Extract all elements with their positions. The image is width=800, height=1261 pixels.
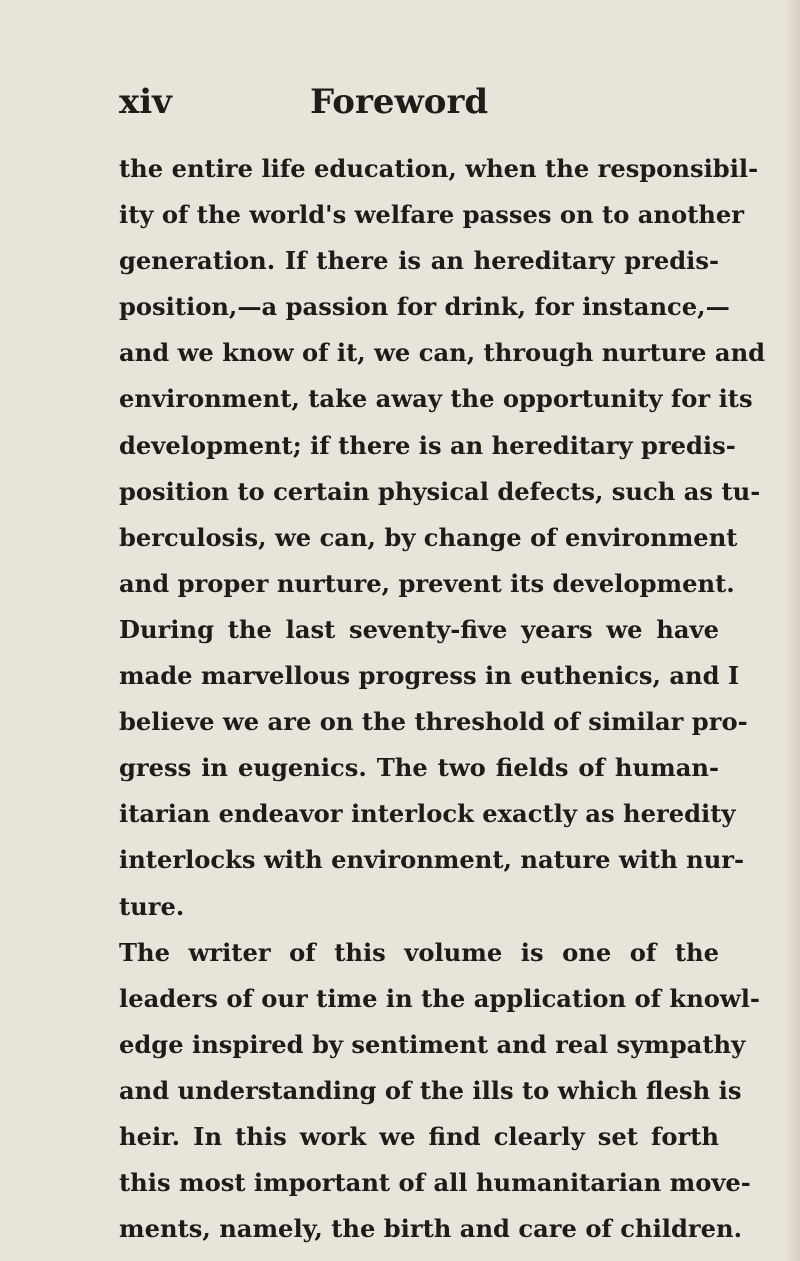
text-line: ity of the world's welfare passes on to another (119, 200, 745, 230)
text-line: gress in eugenics. The two fields of human- (119, 753, 719, 783)
text-line: and understanding of the ills to which flesh is (119, 1075, 742, 1105)
text-line: and we know of it, we can, through nurture and (119, 338, 766, 368)
text-line: leaders of our time in the application of knowl- (119, 983, 760, 1013)
page-header (119, 82, 699, 132)
text-line: The writer of this volume is one of the (119, 937, 719, 967)
text-line: generation. If there is an hereditary predis- (119, 246, 719, 276)
text-line: heir. In this work we find clearly set forth (119, 1121, 719, 1151)
text-line: made marvellous progress in euthenics, and I (119, 661, 740, 691)
text-line: berculosis, we can, by change of environment (119, 522, 738, 552)
text-line: position,—a passion for drink, for instance,— (119, 292, 730, 322)
text-line: environment, take away the opportunity for its (119, 384, 753, 414)
text-line: and proper nurture, prevent its development. (119, 568, 735, 598)
running-title: Foreword (310, 82, 489, 122)
body-text (119, 146, 766, 1252)
page-number: xiv (119, 82, 172, 122)
text-line: edge inspired by sentiment and real sympathy (119, 1029, 746, 1059)
text-line: position to certain physical defects, such as tu- (119, 476, 761, 506)
page-edge-shadow (786, 0, 800, 1261)
text-line: During the last seventy-five years we have (119, 614, 719, 644)
text-line: itarian endeavor interlock exactly as heredity (119, 799, 736, 829)
text-line: ture. (119, 891, 185, 921)
text-line: development; if there is an hereditary predis- (119, 430, 736, 460)
text-line: interlocks with environment, nature with nur- (119, 845, 745, 875)
text-line: ments, namely, the birth and care of children. (119, 1214, 743, 1244)
text-line: believe we are on the threshold of similar pro- (119, 707, 748, 737)
text-line: this most important of all humanitarian move- (119, 1168, 751, 1198)
text-line: the entire life education, when the responsibil- (119, 154, 759, 183)
